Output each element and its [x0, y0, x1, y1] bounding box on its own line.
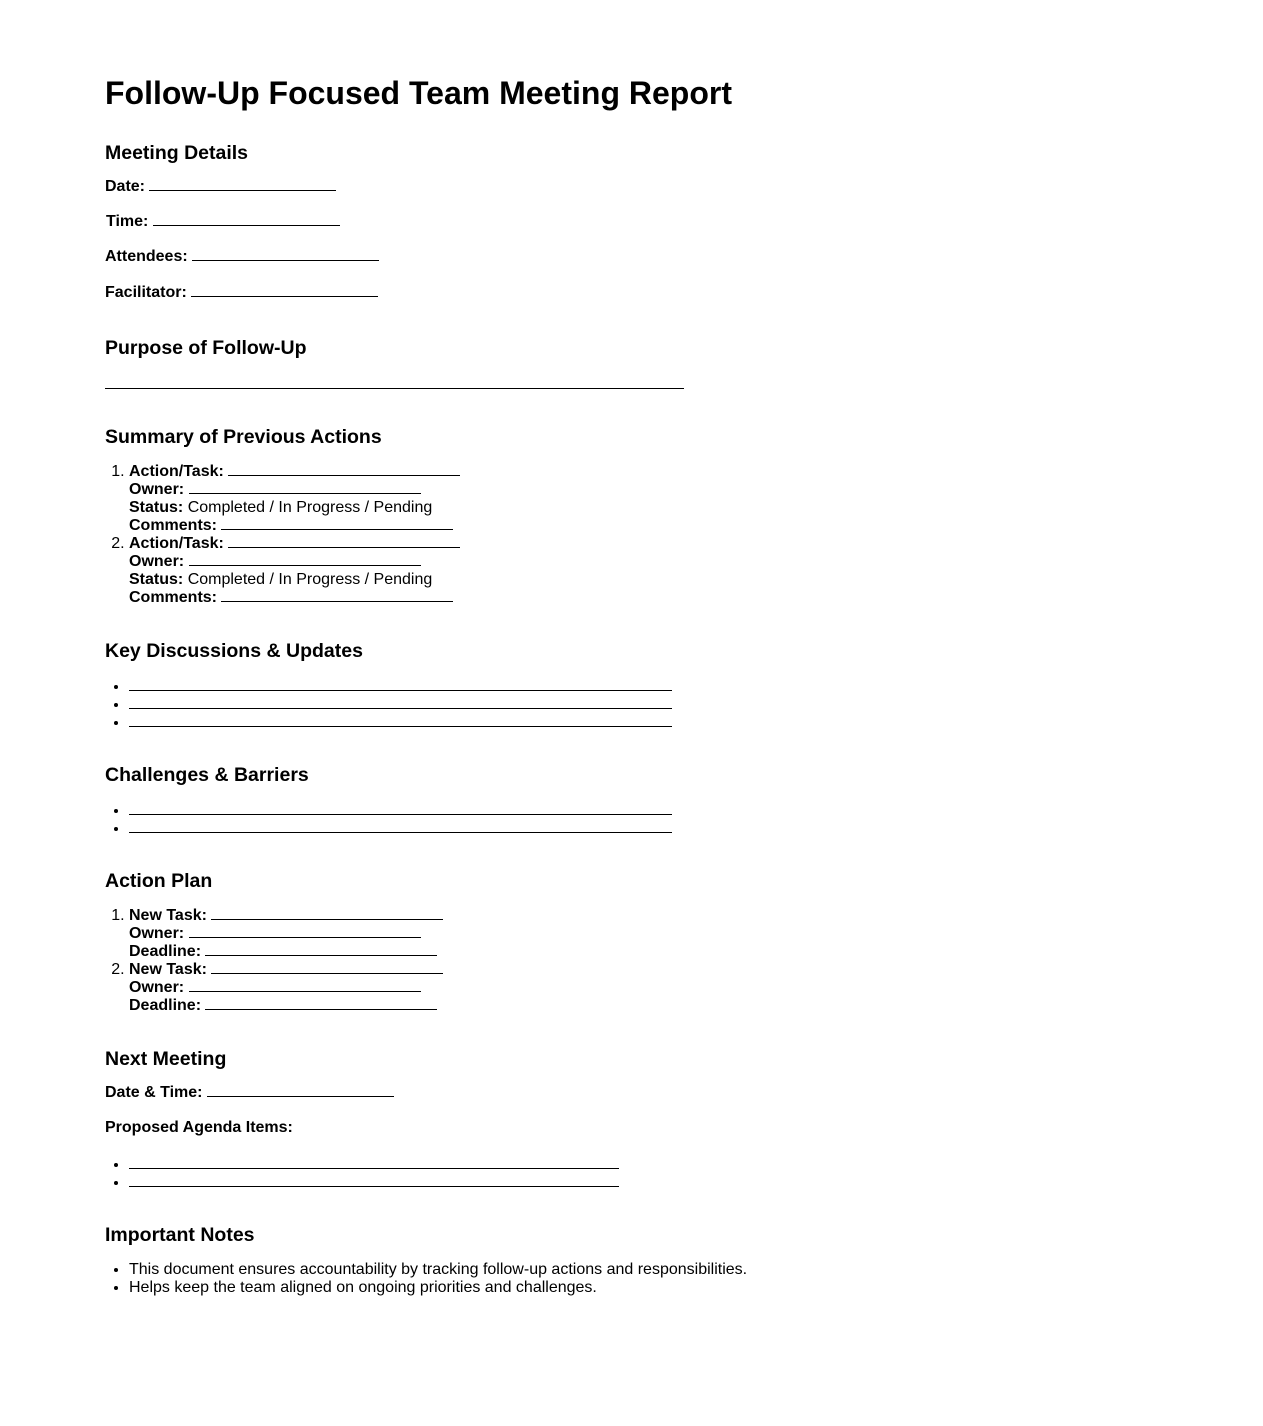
notes-list [105, 1261, 747, 1297]
page-title: Follow-Up Focused Team Meeting Report [105, 75, 732, 111]
action-plan-item [129, 907, 443, 961]
list-item: • This document ensures accountability by tracking follow-up actions and responsibilities. [129, 1261, 747, 1279]
key-discussions-heading: Key Discussions & Updates [105, 640, 363, 662]
time-label: Time: [106, 213, 149, 230]
agenda-blank[interactable] [129, 1178, 619, 1187]
discussion-blank[interactable] [129, 700, 672, 709]
purpose-heading: Purpose of Follow-Up [105, 337, 307, 359]
key-discussions-list [105, 678, 672, 732]
agenda-label: Proposed Agenda Items: [105, 1119, 293, 1136]
challenges-heading: Challenges & Barriers [105, 764, 309, 786]
meeting-details-heading: Meeting Details [105, 142, 249, 164]
deadline-label: Deadline: [129, 943, 202, 960]
owner-blank[interactable] [189, 979, 421, 992]
challenge-blank[interactable] [129, 806, 672, 815]
deadline-label: Deadline: [129, 997, 202, 1014]
list-item [129, 714, 672, 732]
new-task-label: New Task: [129, 907, 207, 924]
list-item [129, 678, 672, 696]
next-meeting-heading: Next Meeting [105, 1048, 227, 1070]
attendees-field [105, 247, 379, 267]
comments-blank[interactable] [221, 589, 453, 602]
deadline-blank[interactable] [205, 943, 437, 956]
new-task-label: New Task: [129, 961, 207, 978]
owner-label: Owner: [129, 553, 185, 570]
list-item [129, 696, 672, 714]
owner-label: Owner: [129, 925, 185, 942]
list-item [129, 1174, 619, 1192]
status-value: Completed / In Progress / Pending [187, 571, 433, 588]
previous-action-item [129, 535, 460, 607]
list-item [129, 820, 672, 838]
challenge-blank[interactable] [129, 824, 672, 833]
facilitator-label: Facilitator: [105, 284, 187, 301]
owner-blank[interactable] [189, 925, 421, 938]
action-task-label: Action/Task: [129, 463, 224, 480]
action-task-blank[interactable] [228, 463, 460, 476]
discussion-blank[interactable] [129, 682, 672, 691]
status-label: Status: [129, 571, 184, 588]
action-task-blank[interactable] [228, 535, 460, 548]
comments-label: Comments: [129, 589, 218, 606]
discussion-blank[interactable] [129, 718, 672, 727]
agenda-blank[interactable] [129, 1160, 619, 1169]
action-plan-list [105, 907, 443, 1015]
owner-label: Owner: [129, 979, 185, 996]
date-blank[interactable] [149, 178, 336, 191]
comments-blank[interactable] [221, 517, 453, 530]
date-field [105, 177, 336, 197]
status-value: Completed / In Progress / Pending [187, 499, 433, 516]
datetime-label: Date & Time: [105, 1084, 203, 1101]
purpose-blank[interactable] [105, 388, 684, 389]
status-label: Status: [129, 499, 184, 516]
comments-label: Comments: [129, 517, 218, 534]
agenda-list [105, 1156, 619, 1192]
date-label: Date: [105, 178, 146, 195]
facilitator-field [105, 283, 378, 303]
facilitator-blank[interactable] [191, 284, 378, 297]
list-item [129, 802, 672, 820]
list-item: • Helps keep the team aligned on ongoing priorities and challenges. [129, 1279, 747, 1297]
attendees-blank[interactable] [192, 248, 379, 261]
challenges-list [105, 802, 672, 838]
deadline-blank[interactable] [205, 997, 437, 1010]
previous-actions-list [105, 463, 460, 607]
next-meeting-datetime-field [105, 1083, 394, 1103]
previous-action-item [129, 463, 460, 535]
time-field [106, 212, 340, 232]
owner-label: Owner: [129, 481, 185, 498]
attendees-label: Attendees: [105, 248, 188, 265]
time-blank[interactable] [153, 213, 340, 226]
new-task-blank[interactable] [211, 907, 443, 920]
owner-blank[interactable] [189, 481, 421, 494]
previous-actions-heading: Summary of Previous Actions [105, 426, 382, 448]
owner-blank[interactable] [189, 553, 421, 566]
new-task-blank[interactable] [211, 961, 443, 974]
action-task-label: Action/Task: [129, 535, 224, 552]
action-plan-heading: Action Plan [105, 870, 213, 892]
notes-heading: Important Notes [105, 1224, 255, 1246]
action-plan-item [129, 961, 443, 1015]
list-item [129, 1156, 619, 1174]
datetime-blank[interactable] [207, 1084, 394, 1097]
